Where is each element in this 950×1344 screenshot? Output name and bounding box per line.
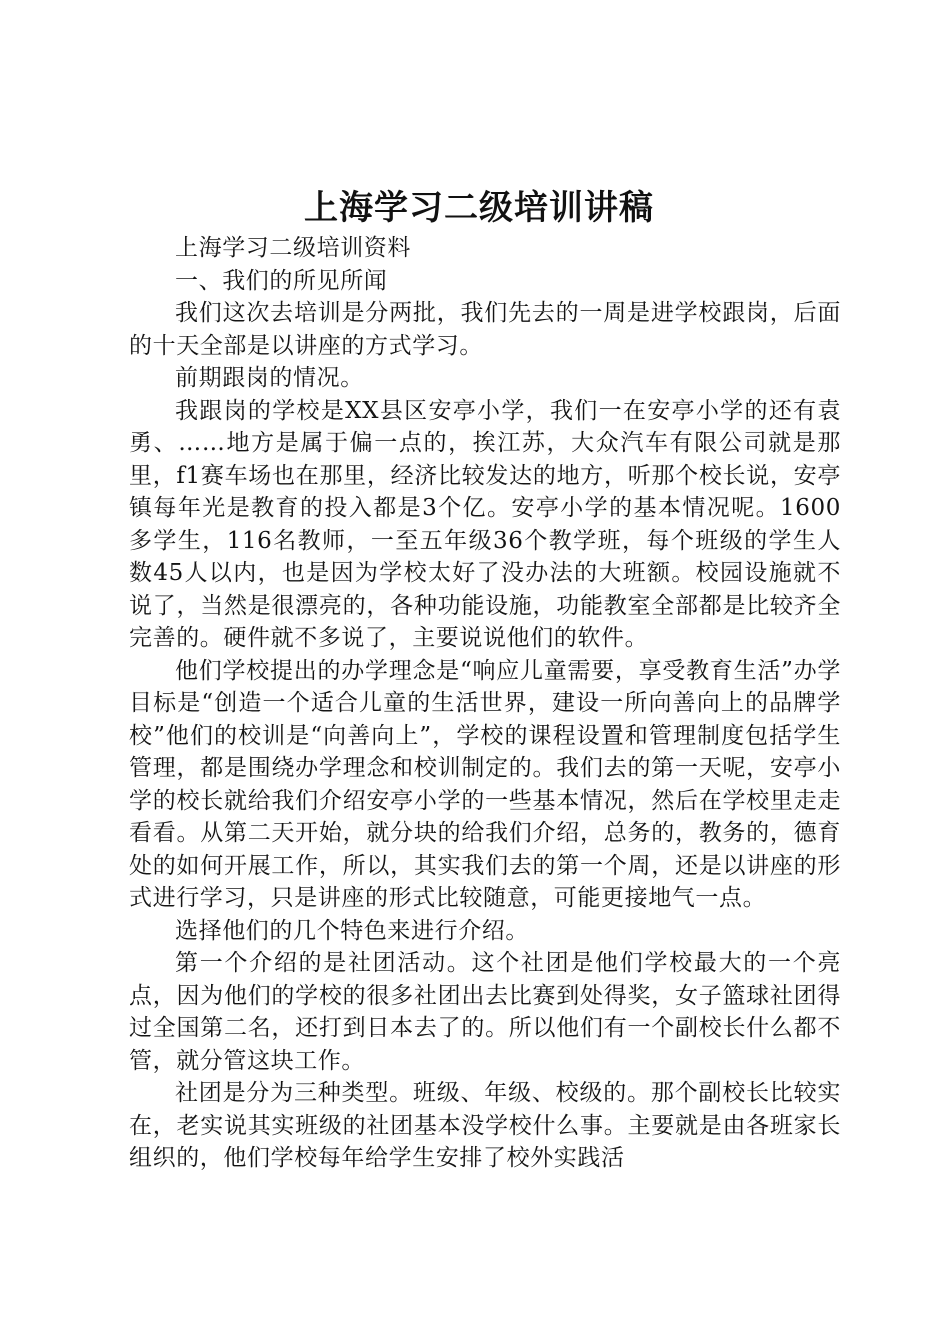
paragraph: 第一个介绍的是社团活动。这个社团是他们学校最大的一个亮点，因为他们的学校的很多社团出去比赛到处得奖，女子篮球社团得过全国第二名，还打到日本去了的。所以他们有一个副校长什么都不管，就分管这块工作。: [129, 950, 841, 1074]
paragraph: 我们这次去培训是分两批，我们先去的一周是进学校跟岗，后面的十天全部是以讲座的方式学习。: [129, 300, 841, 359]
paragraph: 选择他们的几个特色来进行介绍。: [175, 917, 529, 944]
paragraph: 上海学习二级培训资料: [175, 235, 411, 261]
paragraph: 前期跟岗的情况。: [175, 365, 364, 391]
paragraph: 我跟岗的学校是XX县区安亭小学，我们一在安亭小学的还有袁勇、……地方是属于偏一点的，挨江苏，大众汽车有限公司就是那里，f1赛车场也在那里，经济比较发达的地方，听那个校长说，安亭镇每年光是教育的投入都是3个亿。安亭小学的基本情况呢。1600多学生，116名教师，一至五年级36个教学班，每个班级的学生人数45人以内，也是因为学校太好了没办法的大班额。校园设施就不说了，当然是很漂亮的，各种功能设施，功能教室全部都是比较齐全完善的。硬件就不多说了，主要说说他们的软件。: [129, 397, 841, 651]
paragraph: 社团是分为三种类型。班级、年级、校级的。那个副校长比较实在，老实说其实班级的社团基本没学校什么事。主要就是由各班家长组织的，他们学校每年给学生安排了校外实践活: [129, 1080, 841, 1171]
paragraph: 他们学校提出的办学理念是“响应儿童需要，享受教育生活”办学目标是“创造一个适合儿童的生活世界，建设一所向善向上的品牌学校”他们的校训是“向善向上”，学校的课程设置和管理制度包括学生管理，都是围绕办学理念和校训制定的。我们去的第一天呢，安亭小学的校长就给我们介绍安亭小学的一些基本情况，然后在学校里走走看看。从第二天开始，就分块的给我们介绍，总务的，教务的，德育处的如何开展工作，所以，其实我们去的第一个周，还是以讲座的形式进行学习，只是讲座的形式比较随意，可能更接地气一点。: [129, 657, 841, 911]
document-body: [129, 232, 841, 1175]
document-title: 上海学习二级培训讲稿: [304, 188, 654, 228]
section-heading: 一、我们的所见所闻: [175, 267, 388, 294]
